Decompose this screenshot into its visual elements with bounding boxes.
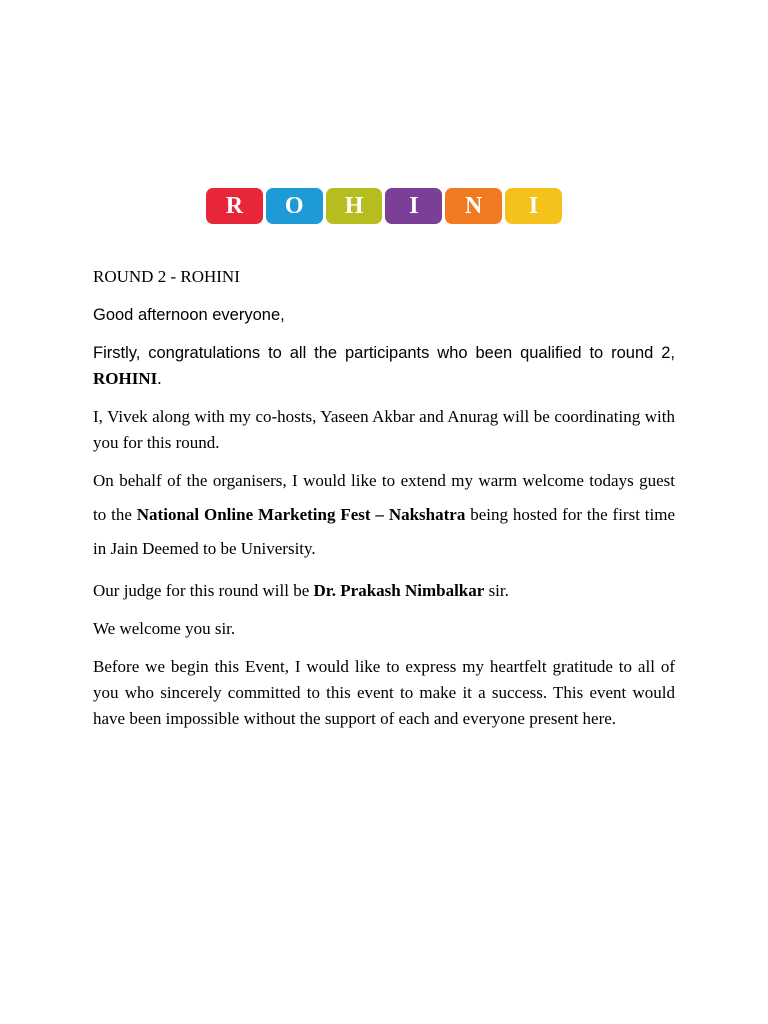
congratulations-end: . xyxy=(157,369,162,388)
judge-text: Our judge for this round will be xyxy=(93,581,314,600)
rohini-bold: ROHINI xyxy=(93,369,158,388)
welcome-sir-line: We welcome you sir. xyxy=(93,619,236,638)
round-heading: ROUND 2 - ROHINI xyxy=(93,267,240,286)
congratulations-paragraph xyxy=(93,340,675,392)
logo-tile-i2: I xyxy=(505,188,562,224)
rohini-logo xyxy=(206,188,562,224)
hosts-paragraph: I, Vivek along with my co-hosts, Yaseen Akbar and Anurag will be coordinating with you for this round. xyxy=(93,407,675,452)
logo-tile-r: R xyxy=(206,188,263,224)
gratitude-paragraph: Before we begin this Event, I would like to express my heartfelt gratitude to all of you who sincerely committed to this event to make it a success. This event would have been impossible without the support of each and everyone present here. xyxy=(93,657,675,728)
logo-tile-o: O xyxy=(266,188,323,224)
document-body xyxy=(93,264,675,732)
logo-tile-h: H xyxy=(326,188,383,224)
welcome-paragraph xyxy=(93,464,675,566)
judge-end: sir. xyxy=(484,581,509,600)
logo-tile-n: N xyxy=(445,188,502,224)
greeting-line: Good afternoon everyone, xyxy=(93,306,285,324)
judge-paragraph xyxy=(93,578,675,604)
congratulations-text: Firstly, congratulations to all the participants who been qualified to round 2, xyxy=(93,344,675,362)
logo-tile-i: I xyxy=(385,188,442,224)
welcome-end: being hosted for the first time in Jain Deemed to be University. xyxy=(93,505,676,558)
judge-name-bold: Dr. Prakash Nimbalkar xyxy=(313,581,485,600)
fest-name-bold: National Online Marketing Fest – Nakshatra xyxy=(136,505,466,524)
welcome-text: On behalf of the organisers, I would like to extend my warm welcome todays guest to the xyxy=(93,471,675,524)
